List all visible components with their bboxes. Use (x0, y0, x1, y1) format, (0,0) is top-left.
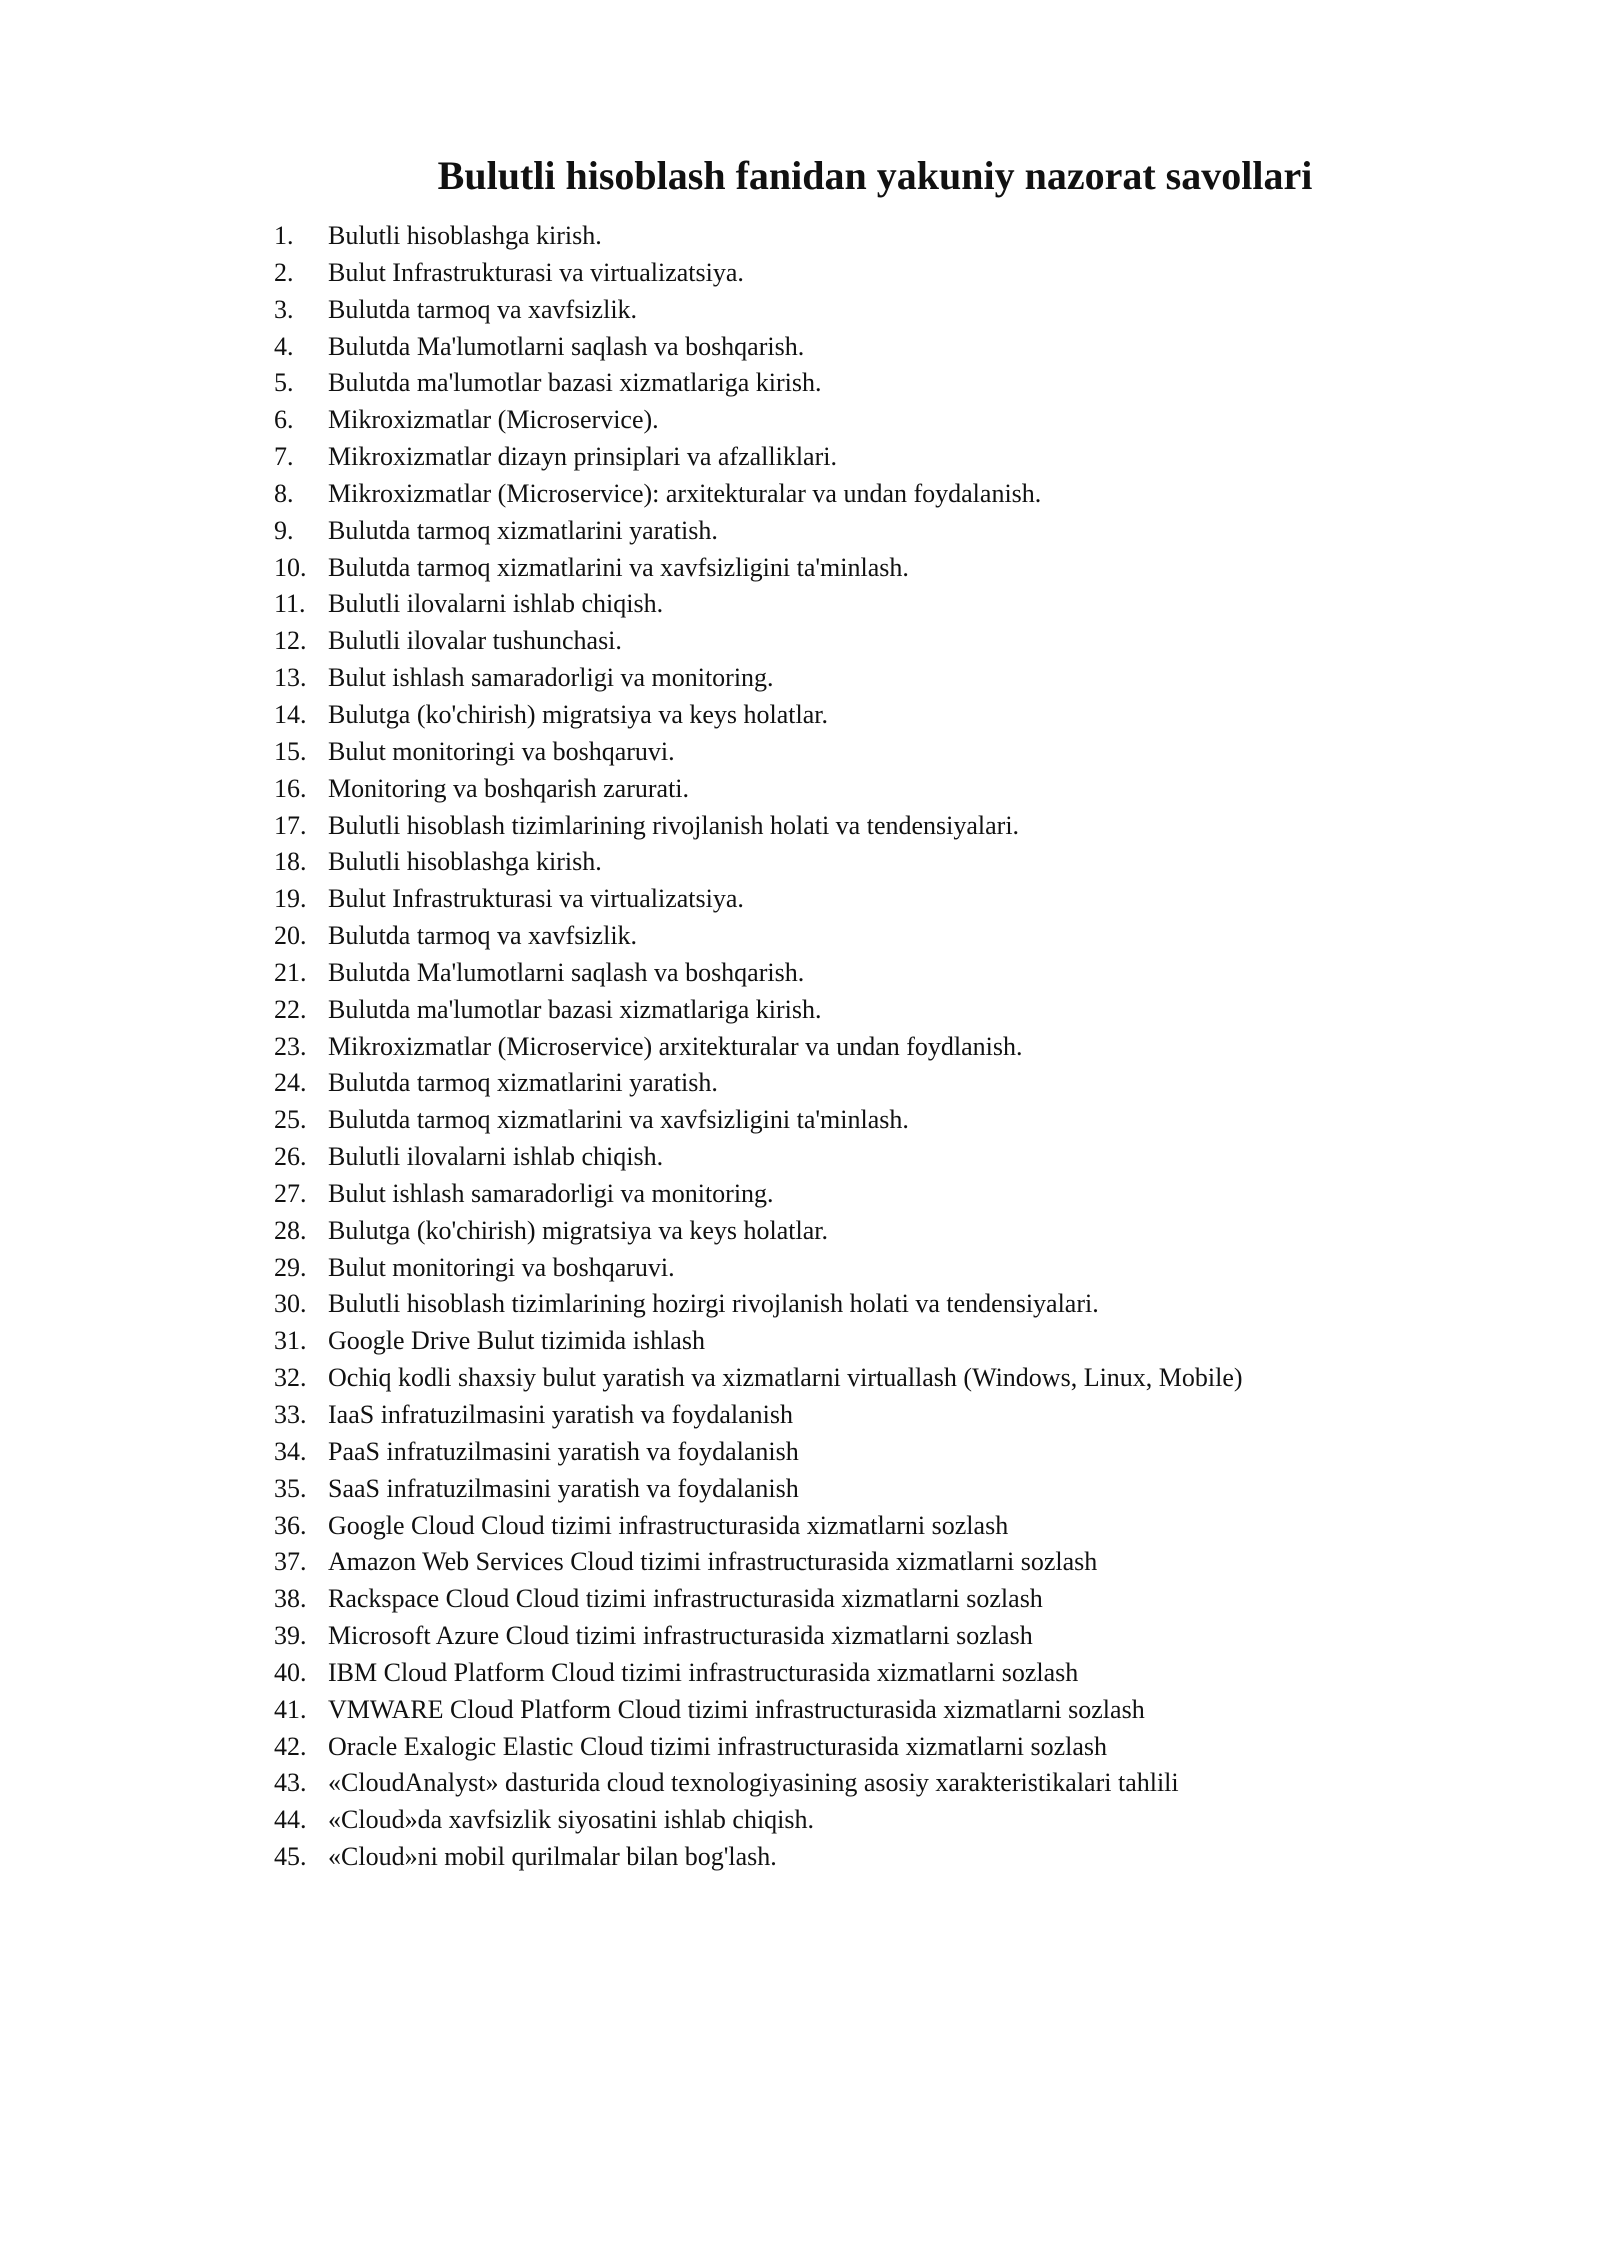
list-item (274, 586, 1524, 623)
question-number: 41. (274, 1694, 307, 1724)
list-item (274, 1729, 1524, 1766)
question-text: SaaS infratuzilmasini yaratish va foydalanish (328, 1473, 799, 1503)
question-text: Bulut Infrastrukturasi va virtualizatsiya. (328, 257, 744, 287)
question-number: 13. (274, 663, 307, 693)
question-number: 7. (274, 442, 294, 472)
question-text: Ochiq kodli shaxsiy bulut yaratish va xizmatlarni virtuallash (Windows, Linux, Mobile) (328, 1363, 1243, 1393)
question-number: 9. (274, 515, 294, 545)
question-number: 38. (274, 1584, 307, 1614)
question-number: 34. (274, 1436, 307, 1466)
question-text: Monitoring va boshqarish zarurati. (328, 773, 690, 803)
question-number: 37. (274, 1547, 307, 1577)
question-text: Microsoft Azure Cloud tizimi infrastructurasida xizmatlarni sozlash (328, 1621, 1033, 1651)
question-text: Bulut Infrastrukturasi va virtualizatsiya. (328, 884, 744, 914)
question-text: Mikroxizmatlar (Microservice) arxitekturalar va undan foydlanish. (328, 1031, 1023, 1061)
question-number: 17. (274, 810, 307, 840)
question-text: IaaS infratuzilmasini yaratish va foydalanish (328, 1400, 793, 1429)
question-number: 3. (274, 294, 294, 324)
question-number: 39. (274, 1621, 307, 1651)
question-number: 10. (274, 552, 307, 582)
question-number: 6. (274, 405, 294, 435)
question-number: 5. (274, 368, 294, 398)
question-text: Bulutda Ma'lumotlarni saqlash va boshqarish. (328, 331, 805, 361)
list-item (274, 844, 1524, 881)
question-number: 20. (274, 921, 307, 951)
list-item (274, 1286, 1524, 1323)
list-item (274, 1397, 1524, 1434)
question-number: 40. (274, 1657, 307, 1687)
question-number: 23. (274, 1031, 307, 1061)
list-item (274, 697, 1524, 734)
question-text: PaaS infratuzilmasini yaratish va foydalanish (328, 1436, 799, 1466)
list-item (274, 734, 1524, 771)
list-item (274, 623, 1524, 660)
question-number: 16. (274, 773, 307, 803)
question-text: Google Drive Bulut tizimida ishlash (328, 1326, 705, 1356)
question-text: Bulutli hisoblash tizimlarining hozirgi rivojlanish holati va tendensiyalari. (328, 1289, 1099, 1319)
list-item (274, 955, 1524, 992)
question-text: Rackspace Cloud Cloud tizimi infrastructurasida xizmatlarni sozlash (328, 1584, 1043, 1614)
list-item (274, 1581, 1524, 1618)
question-text: Mikroxizmatlar (Microservice): arxitekturalar va undan foydalanish. (328, 478, 1042, 508)
list-item (274, 771, 1524, 808)
question-number: 24. (274, 1068, 307, 1098)
question-text: IBM Cloud Platform Cloud tizimi infrastructurasida xizmatlarni sozlash (328, 1657, 1079, 1687)
list-item (274, 1176, 1524, 1213)
question-text: Bulut monitoringi va boshqaruvi. (328, 1252, 675, 1282)
question-text: Bulutli hisoblashga kirish. (328, 847, 602, 877)
question-number: 22. (274, 994, 307, 1024)
question-text: VMWARE Cloud Platform Cloud tizimi infrastructurasida xizmatlarni sozlash (328, 1694, 1145, 1724)
list-item (274, 918, 1524, 955)
question-list (274, 218, 1524, 1876)
question-text: Bulut monitoringi va boshqaruvi. (328, 736, 675, 766)
question-text: Bulutli ilovalarni ishlab chiqish. (328, 589, 664, 619)
question-text: Bulutda tarmoq xizmatlarini va xavfsizligini ta'minlash. (328, 1105, 909, 1135)
list-item (274, 1213, 1524, 1250)
list-item (274, 1655, 1524, 1692)
list-item (274, 1471, 1524, 1508)
list-item (274, 550, 1524, 587)
question-number: 26. (274, 1142, 307, 1172)
list-item (274, 402, 1524, 439)
question-number: 19. (274, 884, 307, 914)
list-item (274, 808, 1524, 845)
question-text: Bulutli hisoblashga kirish. (328, 221, 602, 250)
question-number: 43. (274, 1768, 307, 1798)
question-text: Bulutda tarmoq xizmatlarini yaratish. (328, 1068, 718, 1098)
list-item (274, 476, 1524, 513)
question-text: Oracle Exalogic Elastic Cloud tizimi infrastructurasida xizmatlarni sozlash (328, 1731, 1108, 1761)
question-text: Bulut ishlash samaradorligi va monitoring. (328, 1178, 774, 1208)
question-text: Google Cloud Cloud tizimi infrastructurasida xizmatlarni sozlash (328, 1510, 1009, 1540)
list-item (274, 1765, 1524, 1802)
list-item (274, 439, 1524, 476)
question-text: «CloudAnalyst» dasturida cloud texnologiyasining asosiy xarakteristikalari tahlili (328, 1768, 1179, 1798)
question-number: 21. (274, 957, 307, 987)
list-item (274, 1618, 1524, 1655)
list-item (274, 1029, 1524, 1066)
question-number: 44. (274, 1805, 307, 1835)
question-text: Bulutda ma'lumotlar bazasi xizmatlariga kirish. (328, 368, 822, 398)
question-number: 12. (274, 626, 307, 656)
question-number: 8. (274, 478, 294, 508)
question-number: 14. (274, 699, 307, 729)
question-number: 28. (274, 1215, 307, 1245)
question-number: 27. (274, 1178, 307, 1208)
list-item (274, 292, 1524, 329)
list-item (274, 1102, 1524, 1139)
list-item (274, 255, 1524, 292)
question-text: «Cloud»da xavfsizlik siyosatini ishlab chiqish. (328, 1805, 815, 1835)
question-number: 4. (274, 331, 294, 361)
list-item (274, 1692, 1524, 1729)
question-text: Bulutga (ko'chirish) migratsiya va keys holatlar. (328, 699, 829, 729)
question-number: 25. (274, 1105, 307, 1135)
list-item (274, 1434, 1524, 1471)
question-number: 29. (274, 1252, 307, 1282)
list-item (274, 881, 1524, 918)
list-item (274, 218, 1524, 255)
list-item (274, 1065, 1524, 1102)
list-item (274, 1839, 1524, 1876)
question-number: 33. (274, 1400, 307, 1429)
question-text: Bulutda ma'lumotlar bazasi xizmatlariga kirish. (328, 994, 822, 1024)
question-text: Amazon Web Services Cloud tizimi infrastructurasida xizmatlarni sozlash (328, 1547, 1098, 1577)
list-item (274, 1544, 1524, 1581)
list-item (274, 365, 1524, 402)
question-text: Bulutli hisoblash tizimlarining rivojlanish holati va tendensiyalari. (328, 810, 1020, 840)
question-text: Bulutli ilovalarni ishlab chiqish. (328, 1142, 664, 1172)
question-text: Bulutda tarmoq va xavfsizlik. (328, 294, 638, 324)
question-text: Mikroxizmatlar (Microservice). (328, 405, 659, 435)
question-text: Mikroxizmatlar dizayn prinsiplari va afzalliklari. (328, 442, 837, 472)
question-text: Bulutda Ma'lumotlarni saqlash va boshqarish. (328, 957, 805, 987)
question-text: Bulutda tarmoq xizmatlarini yaratish. (328, 515, 718, 545)
question-number: 45. (274, 1842, 307, 1872)
question-number: 18. (274, 847, 307, 877)
page-title: Bulutli hisoblash fanidan yakuniy nazorat savollari (437, 153, 1313, 198)
question-number: 32. (274, 1363, 307, 1393)
list-item (274, 992, 1524, 1029)
question-number: 11. (274, 589, 306, 619)
list-item (274, 1360, 1524, 1397)
list-item (274, 1139, 1524, 1176)
list-item (274, 1323, 1524, 1360)
list-item (274, 1250, 1524, 1287)
list-item (274, 660, 1524, 697)
list-item (274, 329, 1524, 366)
question-number: 30. (274, 1289, 307, 1319)
question-number: 36. (274, 1510, 307, 1540)
question-number: 15. (274, 736, 307, 766)
question-number: 42. (274, 1731, 307, 1761)
question-number: 1. (274, 221, 294, 250)
list-item (274, 513, 1524, 550)
question-number: 31. (274, 1326, 307, 1356)
question-text: Bulutda tarmoq xizmatlarini va xavfsizligini ta'minlash. (328, 552, 909, 582)
question-number: 35. (274, 1473, 307, 1503)
question-text: Bulutda tarmoq va xavfsizlik. (328, 921, 638, 951)
question-text: Bulutga (ko'chirish) migratsiya va keys holatlar. (328, 1215, 829, 1245)
question-number: 2. (274, 257, 294, 287)
question-text: «Cloud»ni mobil qurilmalar bilan bog'lash. (328, 1842, 777, 1872)
list-item (274, 1508, 1524, 1545)
question-text: Bulutli ilovalar tushunchasi. (328, 626, 622, 656)
question-text: Bulut ishlash samaradorligi va monitoring. (328, 663, 774, 693)
list-item (274, 1802, 1524, 1839)
